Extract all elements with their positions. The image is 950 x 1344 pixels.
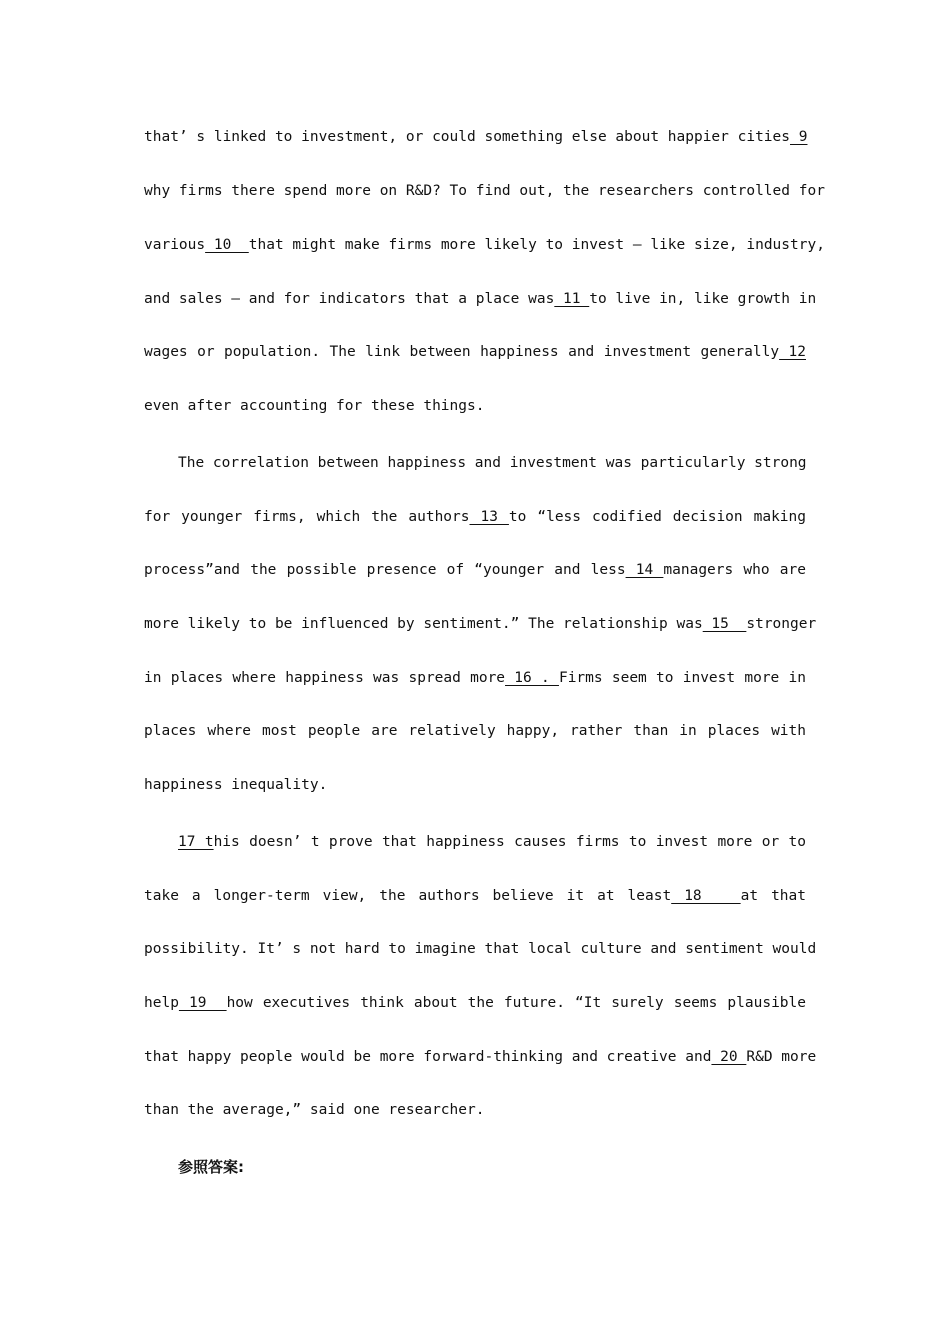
blank-9: 9 [790, 129, 808, 145]
text-segment: happiness inequality. [144, 777, 328, 793]
text-line [144, 1100, 806, 1120]
text-segment: Firms seem to invest more in [558, 670, 806, 686]
text-segment: process”and the possible presence of “younger and less [144, 562, 626, 578]
text-line [144, 939, 817, 959]
text-line [144, 289, 817, 309]
text-line [144, 886, 806, 906]
answers-heading: 参照答案: [178, 1158, 244, 1176]
text-line [144, 127, 806, 147]
text-line [144, 235, 825, 255]
blank-10: 10 [205, 237, 249, 253]
text-segment: managers who are [663, 562, 806, 578]
blank-16: 16 . [505, 670, 559, 686]
text-segment: that might make firms more likely to invest – like size, industry, [248, 237, 825, 253]
text-segment: wages or population. The link between happiness and investment generally [144, 344, 780, 360]
text-line [144, 560, 806, 580]
text-line [144, 342, 806, 362]
blank-11: 11 [554, 291, 590, 307]
text-segment: R&D more [746, 1049, 817, 1065]
text-segment: and sales – and for indicators that a place was [144, 291, 555, 307]
text-line [178, 832, 806, 852]
text-segment: how executives think about the future. “It surely seems plausible [226, 995, 806, 1011]
text-line [144, 181, 825, 201]
blank-15: 15 [702, 616, 747, 632]
text-line [144, 507, 806, 527]
text-segment: at that [740, 888, 806, 904]
blank-20: 20 [711, 1049, 747, 1065]
text-segment: help [144, 995, 179, 1011]
text-segment: to live in, like growth in [589, 291, 817, 307]
text-line [178, 453, 806, 473]
blank-18: 18 [671, 888, 741, 904]
text-segment: even after accounting for these things. [144, 398, 485, 414]
text-line [144, 721, 806, 741]
text-segment: The correlation between happiness and investment was particularly strong [178, 455, 807, 471]
text-line [144, 668, 806, 688]
text-line [144, 1047, 817, 1067]
text-segment: take a longer-term view, the authors believe it at least [144, 888, 672, 904]
text-segment: in places where happiness was spread more [144, 670, 506, 686]
text-segment: more likely to be influenced by sentiment.” The relationship was [144, 616, 703, 632]
blank-12: 12 [779, 344, 806, 360]
blank-17: 17 t [178, 834, 214, 850]
text-segment: his doesn’ t prove that happiness causes firms to invest more or to [213, 834, 806, 850]
text-segment: places where most people are relatively happy, rather than in places with [144, 723, 806, 739]
blank-13: 13 [469, 509, 509, 525]
text-line [144, 614, 817, 634]
text-segment: that’ s linked to investment, or could something else about happier cities [144, 129, 791, 145]
text-segment: than the average,” said one researcher. [144, 1102, 485, 1118]
text-segment: why firms there spend more on R&D? To find out, the researchers controlled for [144, 183, 825, 199]
text-line [144, 775, 806, 795]
text-line [144, 993, 806, 1013]
text-line [144, 396, 806, 416]
text-segment: possibility. It’ s not hard to imagine that local culture and sentiment would [144, 941, 817, 957]
text-segment: that happy people would be more forward-thinking and creative and [144, 1049, 712, 1065]
text-segment: to “less codified decision making [508, 509, 806, 525]
text-segment: various [144, 237, 206, 253]
text-segment: stronger [746, 616, 817, 632]
blank-19: 19 [178, 995, 227, 1011]
text-segment: for younger firms, which the authors [144, 509, 470, 525]
blank-14: 14 [625, 562, 664, 578]
